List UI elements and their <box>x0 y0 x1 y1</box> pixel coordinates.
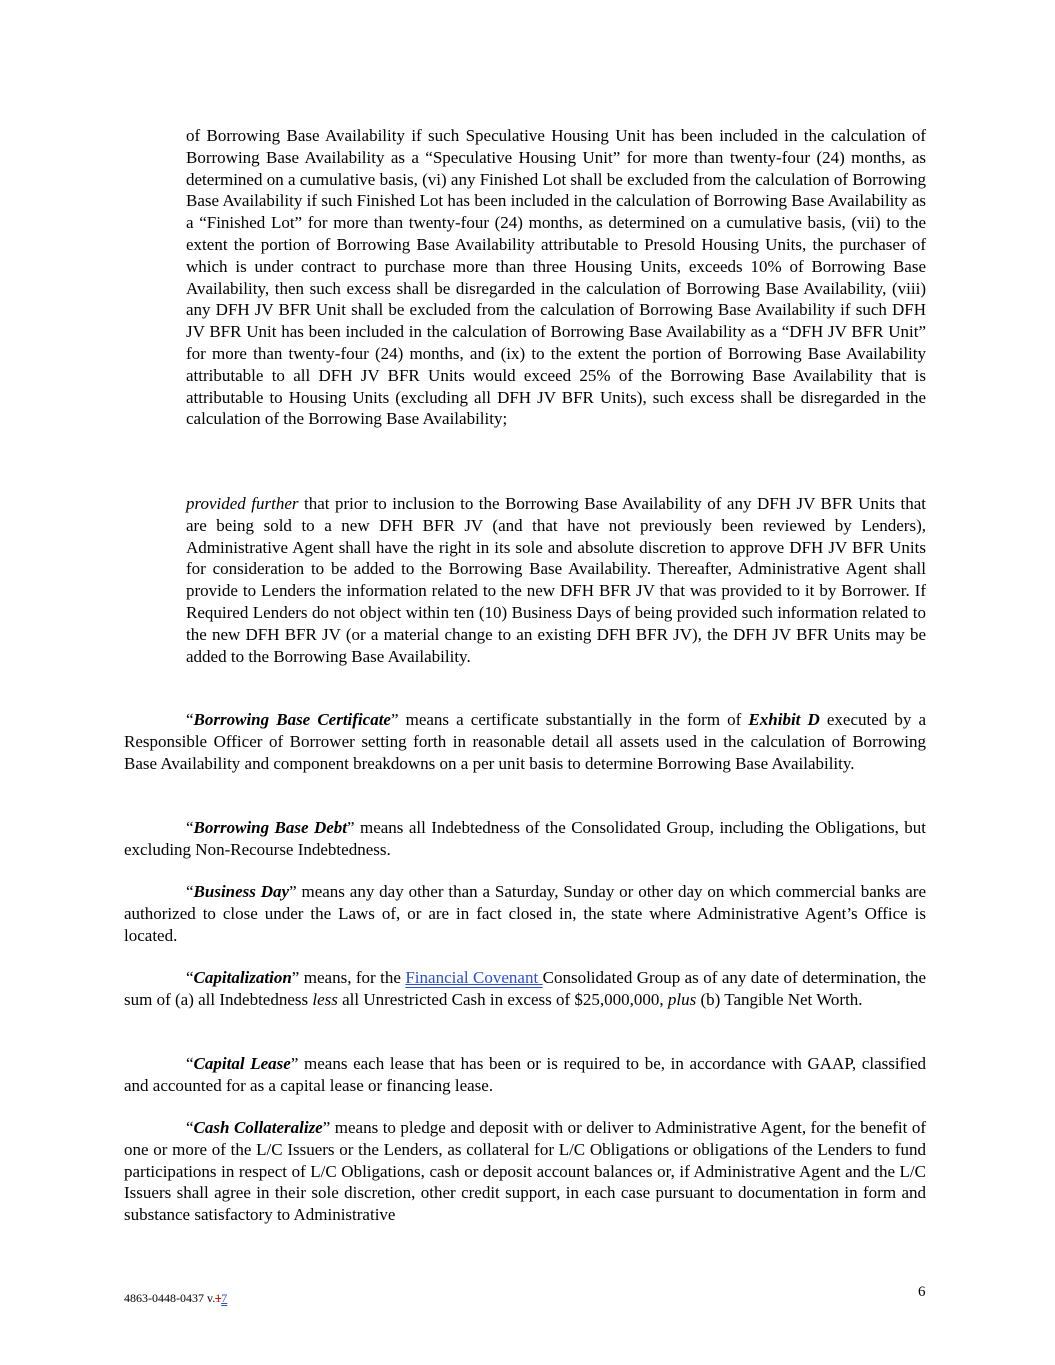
open-quote: “ <box>186 710 194 729</box>
definition-capital-lease <box>124 1053 926 1097</box>
page-number: 6 <box>918 1284 926 1300</box>
inserted-version: 7 <box>221 1291 228 1305</box>
defined-term: Capital Lease <box>193 1054 291 1073</box>
defined-term: Cash Collateralize <box>193 1118 323 1137</box>
definition-text: executed by a Responsible Officer of Borrower setting forth in reasonable detail all assets used in the calculation of Borrowing Base Availability and component breakdowns on a per unit basis to determine Borrowing Base Availability. <box>124 710 926 773</box>
open-quote: “ <box>186 1054 194 1073</box>
open-quote: “ <box>186 1118 194 1137</box>
document-id: 4863-0448-0437 v. <box>124 1291 216 1305</box>
open-quote: “ <box>186 818 194 837</box>
definition-borrowing-base-debt <box>124 817 926 861</box>
exhibit-reference: Exhibit D <box>748 710 820 729</box>
proviso-text: that prior to inclusion to the Borrowing Base Availability of any DFH JV BFR Units that are being sold to a new DFH BFR JV (and that have not previously been reviewed by Lenders), Administrative Agent shall have the right in its sole and absolute discretion to approve DFH JV BFR Units for consideration to be added to the Borrowing Base Availability. Thereafter, Administrative Agent shall provide to Lenders the information related to the new DFH BFR JV that was provided to it by Borrower. If Required Lenders do not object within ten (10) Business Days of being provided such information related to the new DFH BFR JV (or a material change to an existing DFH BFR JV), the DFH JV BFR Units may be added to the Borrowing Base Availability. <box>186 494 927 666</box>
deleted-version: 1 <box>215 1291 222 1305</box>
definition-cash-collateralize <box>124 1117 926 1226</box>
definition-capitalization <box>124 967 926 1011</box>
proviso-paragraph <box>186 493 926 667</box>
document-id-footer <box>124 1291 227 1306</box>
continuation-text: of Borrowing Base Availability if such Speculative Housing Unit has been included in the calculation of Borrowing Base Availability as a “Speculative Housing Unit” for more than twenty-four (24) months, as determined on a cumulative basis, (vi) any Finished Lot shall be excluded from the calculation of Borrowing Base Availability if such Finished Lot has been included in the calculation of Borrowing Base Availability as a “Finished Lot” for more than twenty-four (24) months, as determined on a cumulative basis, (vii) to the extent the portion of Borrowing Base Availability attributable to Presold Housing Units, the purchaser of which is under contract to purchase more than three Housing Units, exceeds 10% of Borrowing Base Availability, then such excess shall be disregarded in the calculation of Borrowing Base Availability, (viii) any DFH JV BFR Unit shall be excluded from the calculation of Borrowing Base Availability if such DFH JV BFR Unit has been included in the calculation of Borrowing Base Availability as a “DFH JV BFR Unit” for more than twenty-four (24) months, and (ix) to the extent the portion of Borrowing Base Availability attributable to all DFH JV BFR Units would exceed 25% of the Borrowing Base Availability that is attributable to Housing Units (excluding all DFH JV BFR Units), such excess shall be disregarded in the calculation of the Borrowing Base Availability; <box>186 126 926 429</box>
definition-borrowing-base-certificate <box>124 709 926 774</box>
open-quote: “ <box>186 968 194 987</box>
italic-less: less <box>312 989 338 1009</box>
definition-text: all Unrestricted Cash in excess of $25,000,000, <box>337 989 668 1009</box>
definition-text: ” means a certificate substantially in the form of <box>390 710 749 729</box>
defined-term: Business Day <box>193 882 290 901</box>
proviso-lead: provided further <box>186 494 299 513</box>
definition-text: (b) Tangible Net Worth. <box>696 989 863 1009</box>
italic-plus: plus <box>667 989 697 1009</box>
defined-term: Borrowing Base Debt <box>193 818 348 837</box>
inserted-text: Financial Covenant <box>405 968 543 987</box>
definition-text: ” means to pledge and deposit with or deliver to Administrative Agent, for the benefit of one or more of the L/C Issuers or the Lenders, as collateral for L/C Obligations or obligations of the Lenders to fund participations in respect of L/C Obligations, cash or deposit account balances or, if Administrative Agent and the L/C Issuers shall agree in their sole discretion, other credit support, in each case pursuant to documentation in form and substance satisfactory to Administrative <box>124 1118 926 1225</box>
definition-text: ” means any day other than a Saturday, Sunday or other day on which commercial banks are authorized to close under the Laws of, or are in fact closed in, the state where Administrative Agent’s Office is located. <box>124 882 927 945</box>
definition-business-day <box>124 881 926 946</box>
definition-text: Consolidated Group as of any date of determination, the sum of (a) all Indebtedness <box>124 968 926 1009</box>
definition-text: ” means all Indebtedness of the Consolidated Group, including the Obligations, but excluding Non-Recourse Indebtedness. <box>124 818 926 859</box>
definition-text: ” means, for the <box>291 968 406 987</box>
defined-term: Capitalization <box>193 968 292 987</box>
definition-text: ” means each lease that has been or is required to be, in accordance with GAAP, classified and accounted for as a capital lease or financing lease. <box>124 1054 926 1095</box>
defined-term: Borrowing Base Certificate <box>193 710 391 729</box>
open-quote: “ <box>186 882 194 901</box>
continuation-paragraph <box>186 125 926 430</box>
